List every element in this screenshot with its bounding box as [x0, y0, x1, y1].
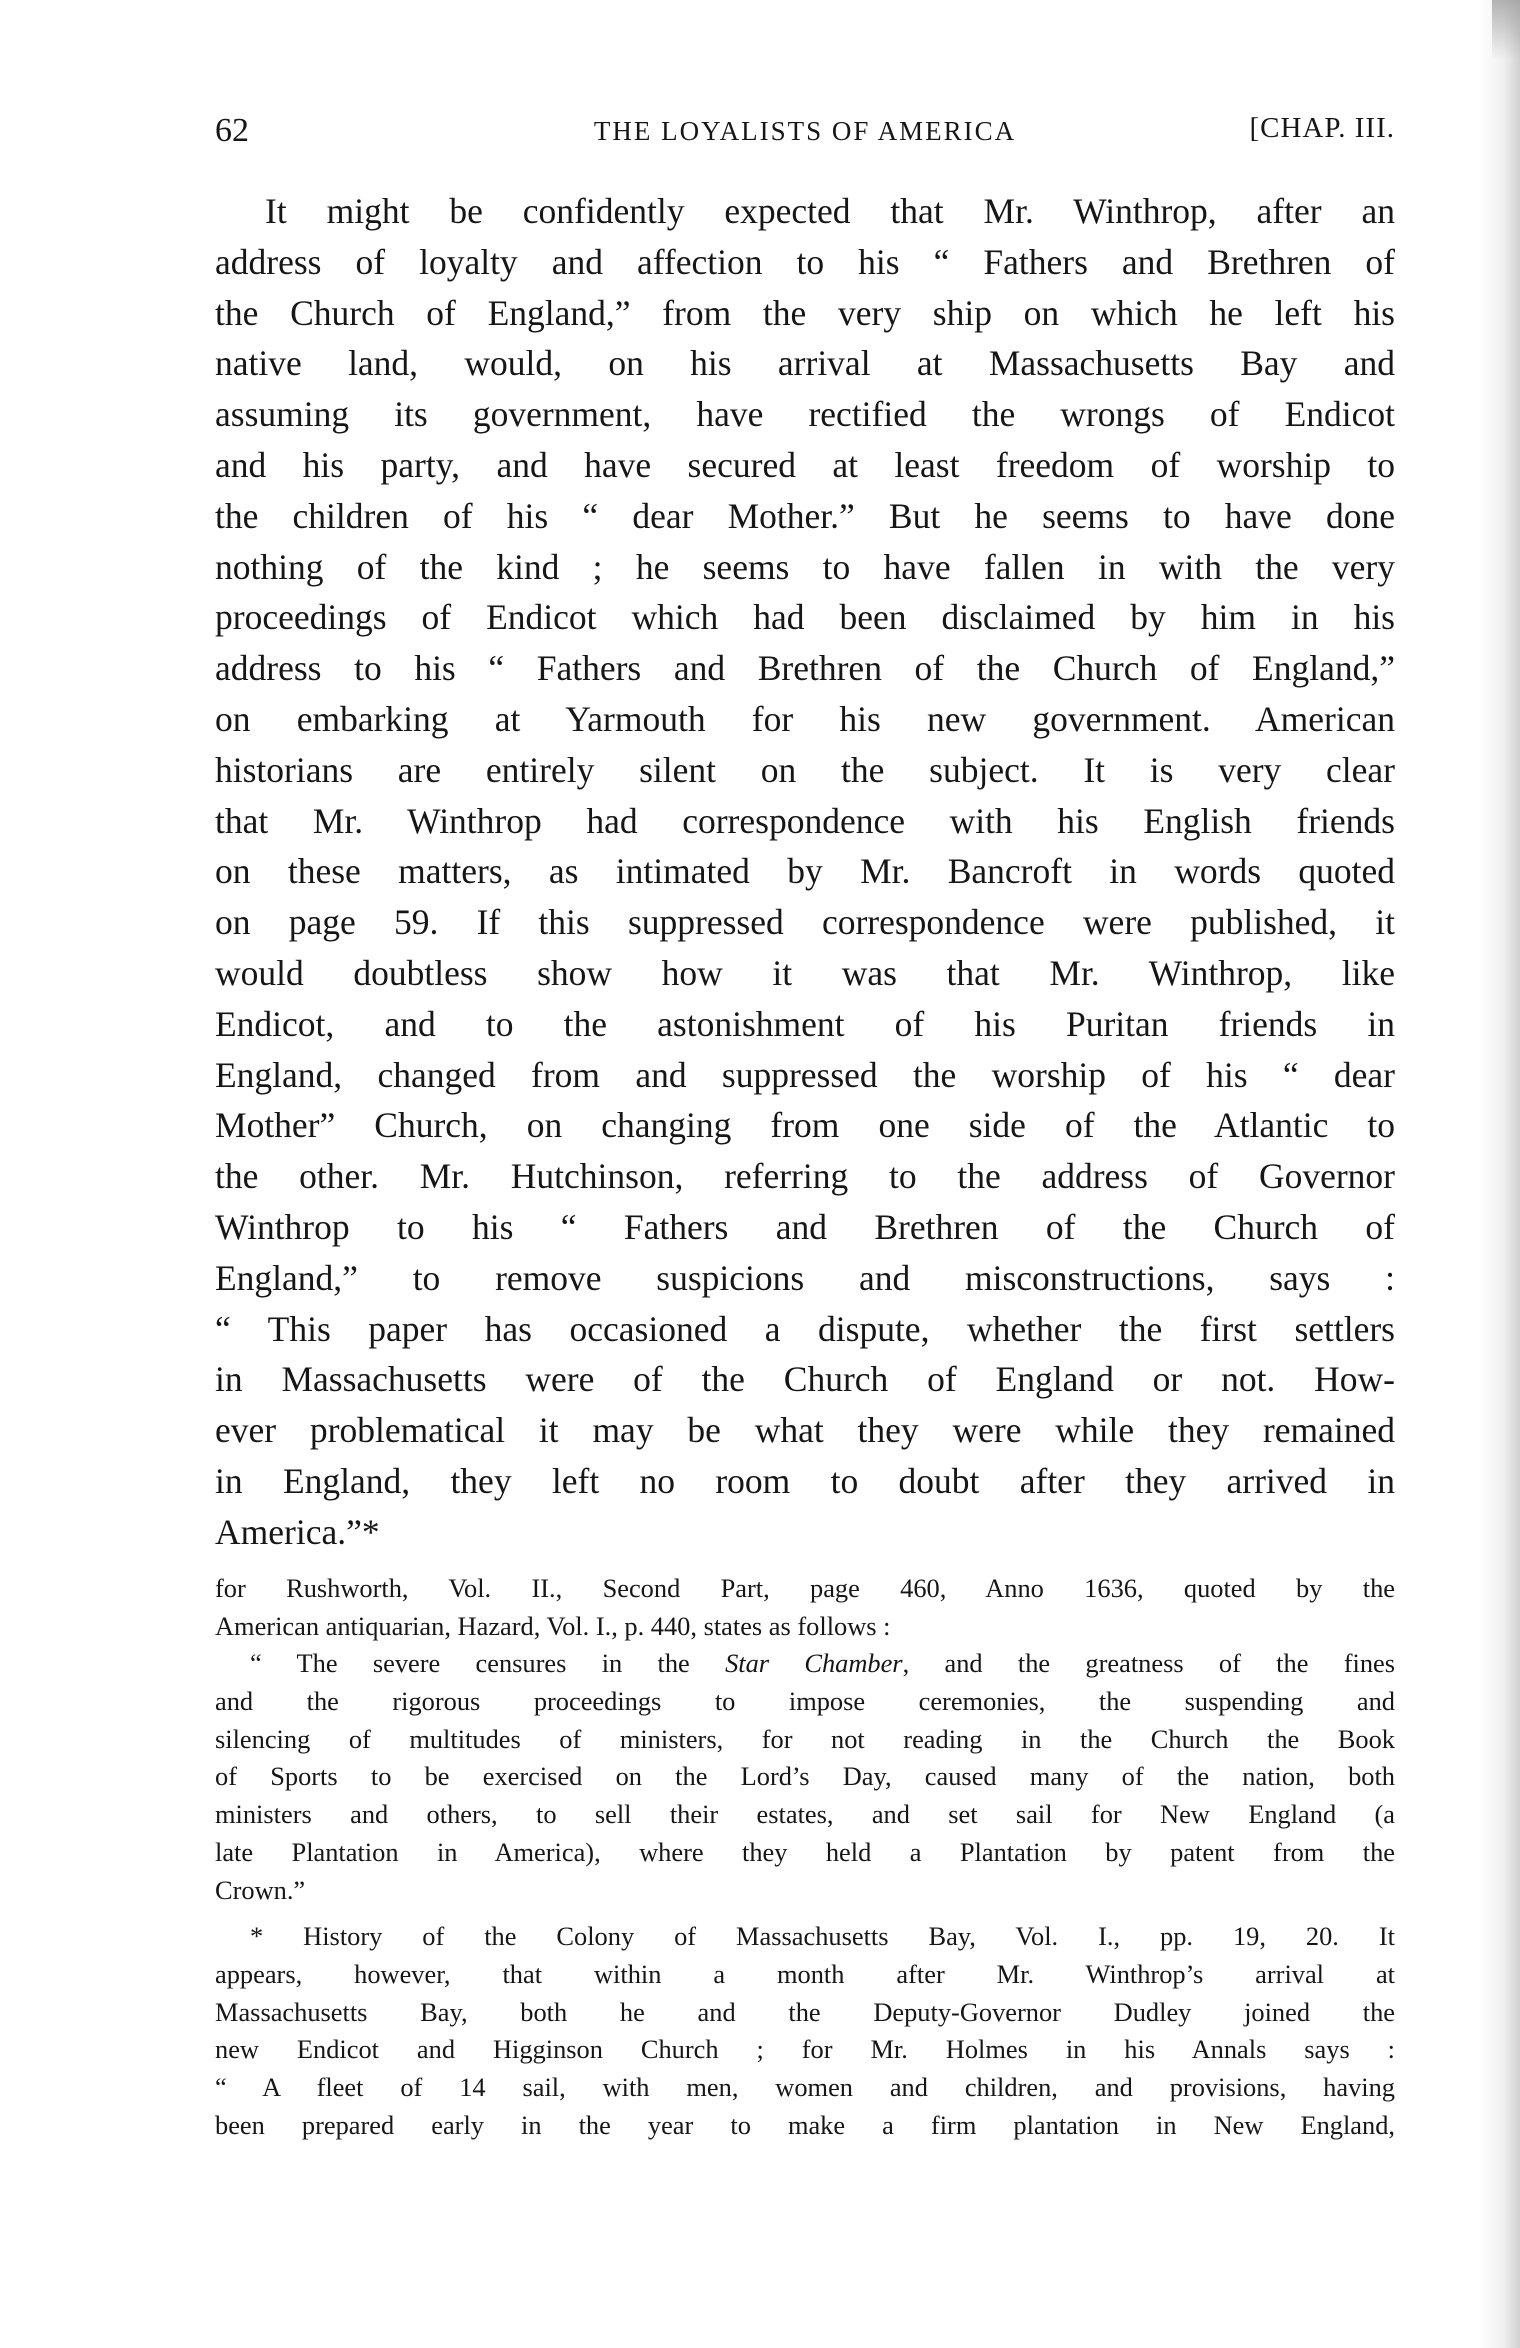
text-line: on page 59. If this suppressed correspondence were published, it	[215, 902, 1395, 943]
text-line: address to his “ Fathers and Brethren of the Church of England,”	[215, 648, 1395, 689]
text-line: in England, they left no room to doubt after they arrived in	[215, 1460, 1395, 1501]
text-line: would doubtless show how it was that Mr. Winthrop, like	[215, 952, 1395, 993]
quote-line: and the rigorous proceedings to impose ceremonies, the suspending and	[215, 1686, 1395, 1717]
text-line: the children of his “ dear Mother.” But he seems to have done	[215, 495, 1395, 536]
page-corner-shadow	[1492, 0, 1520, 60]
quote-line: late Plantation in America), where they held a Plantation by patent from the	[215, 1836, 1395, 1867]
footnote-line: American antiquarian, Hazard, Vol. I., p. 440, states as follows :	[215, 1610, 891, 1641]
star-chamber-italic: Star Chamber	[725, 1648, 903, 1679]
text-line: nothing of the kind ; he seems to have fallen in with the very	[215, 546, 1395, 587]
text-line: the Church of England,” from the very ship on which he left his	[215, 292, 1395, 333]
footnote-line: * History of the Colony of Massachusetts Bay, Vol. I., pp. 19, 20. It	[250, 1921, 1395, 1952]
quote-line: of Sports to be exercised on the Lord’s Day, caused many of the nation, both	[215, 1761, 1395, 1792]
text-line: historians are entirely silent on the subject. It is very clear	[215, 749, 1395, 790]
footnote-gap	[215, 1909, 1395, 1918]
text-line: and his party, and have secured at least freedom of worship to	[215, 444, 1395, 485]
quote-text: , and the greatness of the fines	[902, 1648, 1396, 1679]
page-number: 62	[215, 112, 249, 149]
text-line: proceedings of Endicot which had been disclaimed by him in his	[215, 597, 1395, 638]
quote-text: “ The severe censures in the	[250, 1648, 726, 1679]
text-line: It might be confidently expected that Mr. Winthrop, after an	[265, 191, 1395, 231]
text-line: England,” to remove suspicions and misconstructions, says :	[215, 1257, 1395, 1298]
text-line: address of loyalty and affection to his “ Fathers and Brethren of	[215, 241, 1395, 282]
footnote-line: been prepared early in the year to make a firm plantation in New England,	[215, 2109, 1395, 2140]
text-line: in Massachusetts were of the Church of England or not. How-	[215, 1359, 1395, 1400]
footnote-line: new Endicot and Higginson Church ; for Mr. Holmes in his Annals says :	[215, 2034, 1395, 2065]
footnote-line: Massachusetts Bay, both he and the Deputy-Governor Dudley joined the	[215, 1996, 1395, 2027]
text-line: Mother” Church, on changing from one side of the Atlantic to	[215, 1105, 1395, 1146]
text-line: ever problematical it may be what they were while they remained	[215, 1410, 1395, 1451]
text-line: that Mr. Winthrop had correspondence with his English friends	[215, 800, 1395, 841]
text-line: Endicot, and to the astonishment of his Puritan friends in	[215, 1003, 1395, 1044]
quote-line: Crown.”	[215, 1874, 306, 1905]
text-line: the other. Mr. Hutchinson, referring to the address of Governor	[215, 1156, 1395, 1197]
text-line: on these matters, as intimated by Mr. Bancroft in words quoted	[215, 851, 1395, 892]
running-title: THE LOYALISTS OF AMERICA	[593, 116, 1017, 146]
text-line: America.”*	[215, 1511, 380, 1552]
footnote-line: appears, however, that within a month after Mr. Winthrop’s arrival at	[215, 1958, 1395, 1989]
main-text	[215, 186, 1395, 1558]
text-line: England, changed from and suppressed the worship of his “ dear	[215, 1054, 1395, 1095]
text-line: Winthrop to his “ Fathers and Brethren of the Church of	[215, 1206, 1395, 1247]
text-line: assuming its government, have rectified the wrongs of Endicot	[215, 394, 1395, 435]
text-line: on embarking at Yarmouth for his new government. American	[215, 698, 1395, 739]
page-edge-shadow	[1480, 0, 1520, 2348]
footnote-line: for Rushworth, Vol. II., Second Part, page 460, Anno 1636, quoted by the	[215, 1573, 1395, 1603]
footnotes	[215, 1570, 1395, 2144]
running-head	[215, 112, 1395, 162]
text-line: “ This paper has occasioned a dispute, whether the first settlers	[215, 1308, 1395, 1349]
text-line: native land, would, on his arrival at Massachusetts Bay and	[215, 343, 1395, 384]
quote-line: silencing of multitudes of ministers, for not reading in the Church the Book	[215, 1723, 1395, 1754]
quote-line	[215, 1645, 1395, 1683]
footnote-line: “ A fleet of 14 sail, with men, women and children, and provisions, having	[215, 2071, 1395, 2102]
quote-line: ministers and others, to sell their estates, and set sail for New England (a	[215, 1799, 1395, 1830]
chapter-reference: [CHAP. III.	[1249, 112, 1395, 144]
